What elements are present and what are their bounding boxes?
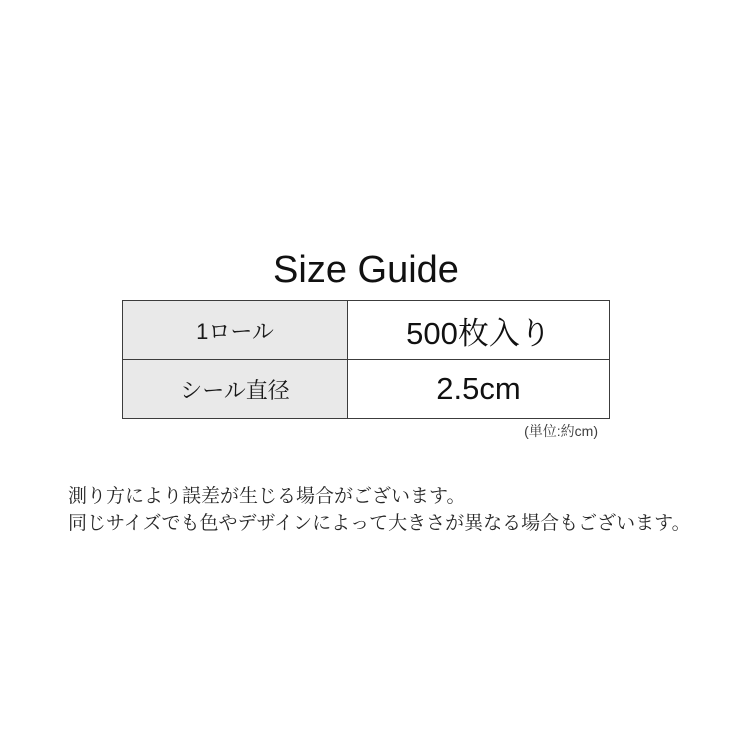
disclaimer-line-1: 測り方により誤差が生じる場合がございます。 [68,486,466,507]
row-label-roll-count: 1ロール [123,301,348,360]
size-guide-table-body [123,301,610,419]
row-label-seal-diameter: シール直径 [123,360,348,419]
row-value-seal-diameter: 2.5cm [348,360,610,419]
unit-note: (単位:約cm) [524,423,598,439]
row-value-roll-count: 500枚入り [348,301,610,360]
page-title: Size Guide [273,249,459,291]
table-row [123,301,610,360]
table-row [123,360,610,419]
size-guide-table [122,300,610,419]
disclaimer [68,483,718,537]
disclaimer-line-2: 同じサイズでも色やデザインによって大きさが異なる場合もございます。 [68,513,691,534]
